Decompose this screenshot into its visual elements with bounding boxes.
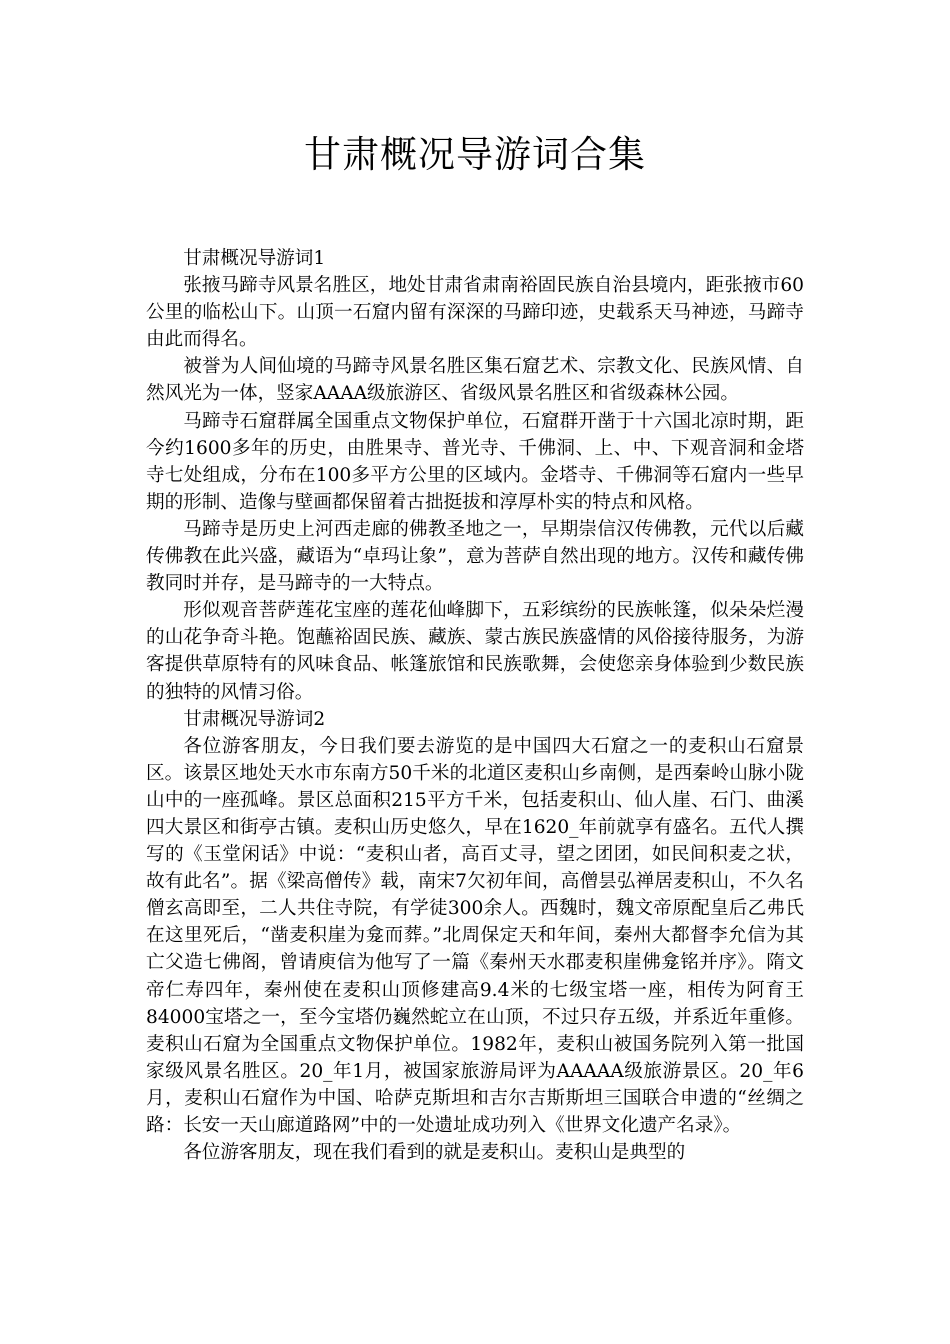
paragraph: 被誉为人间仙境的马蹄寺风景名胜区集石窟艺术、宗教文化、民族风情、自然风光为一体，竖家AAAA级旅游区、省级风景名胜区和省级森林公园。 (146, 356, 804, 405)
document-title: 甘肃概况导游词合集 (304, 133, 646, 176)
paragraph: 各位游客朋友，现在我们看到的就是麦积山。麦积山是典型的 (183, 1142, 686, 1164)
paragraph: 形似观音菩萨莲花宝座的莲花仙峰脚下，五彩缤纷的民族帐篷，似朵朵烂漫的山花争奇斗艳。饱蘸裕固民族、藏族、蒙古族民族盛情的风俗接待服务，为游客提供草原特有的风味食品、帐篷旅馆和民族歌舞，会使您亲身体验到少数民族的独特的风情习俗。 (146, 600, 804, 703)
paragraph: 马蹄寺石窟群属全国重点文物保护单位，石窟群开凿于十六国北凉时期，距今约1600多年的历史，由胜果寺、普光寺、千佛洞、上、中、下观音洞和金塔寺七处组成，分布在100多平方公里的区域内。金塔寺、千佛洞等石窟内一些早期的形制、造像与壁画都保留着古拙挺拔和淳厚朴实的特点和风格。 (146, 410, 804, 513)
section-heading-2: 甘肃概况导游词2 (183, 708, 326, 730)
paragraph: 马蹄寺是历史上河西走廊的佛教圣地之一，早期崇信汉传佛教，元代以后藏传佛教在此兴盛，藏语为“卓玛让象”，意为菩萨自然出现的地方。汉传和藏传佛教同时并存，是马蹄寺的一大特点。 (146, 518, 804, 595)
paragraph: 张掖马蹄寺风景名胜区，地处甘肃省肃南裕固民族自治县境内，距张掖市60公里的临松山下。山顶一石窟内留有深深的马蹄印迹，史载系天马神迹，马蹄寺由此而得名。 (146, 275, 804, 351)
document-body (146, 245, 804, 1166)
section-heading-1: 甘肃概况导游词1 (183, 248, 326, 269)
paragraph: 各位游客朋友，今日我们要去游览的是中国四大石窟之一的麦积山石窟景区。该景区地处天水市东南方50千米的北道区麦积山乡南侧，是西秦岭山脉小陇山中的一座孤峰。景区总面积215平方千米，包括麦积山、仙人崖、石门、曲溪四大景区和街亭古镇。麦积山历史悠久，早在1620_年前就享有盛名。五代人撰写的《玉堂闲话》中说：“麦积山者，高百丈寻，望之团团，如民间积麦之状，故有此名”。据《梁高僧传》载，南宋7欠初年间，高僧昙弘禅居麦积山，不久名僧玄高即至，二人共住寺院，有学徒300余人。西魏时，魏文帝原配皇后乙弗氏在这里死后，“凿麦积崖为龛而葬。”北周保定天和年间，秦州大都督李允信为其亡父造七佛阁，曾请庾信为他写了一篇《秦州天水郡麦积崖佛龛铭并序》。隋文帝仁寿四年，秦州使在麦积山顶修建高9.4米的七级宝塔一座，相传为阿育王84000宝塔之一，至今宝塔仍巍然蛇立在山顶，不过只存五级，并系近年重修。麦积山石窟为全国重点文物保护单位。1982年，麦积山被国务院列入第一批国家级风景名胜区。20_年1月，被国家旅游局评为AAAAA级旅游景区。20_年6月，麦积山石窟作为中国、哈萨克斯坦和吉尔吉斯斯坦三国联合申遗的“丝绸之路：长安一天山廊道路网”中的一处遗址成功列入《世界文化遗产名录》。 (146, 735, 804, 1136)
